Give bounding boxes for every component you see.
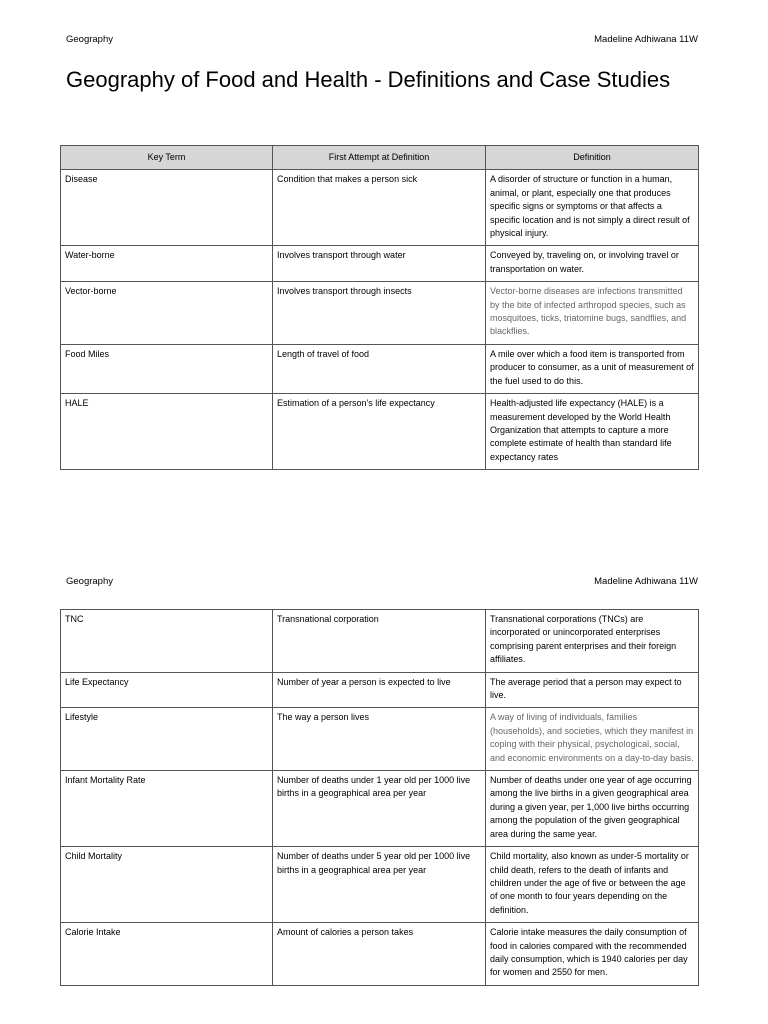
first-attempt-cell: Number of deaths under 5 year old per 1000 live births in a geographical area per year (273, 847, 486, 923)
header-author: Madeline Adhiwana 11W (594, 34, 698, 45)
table-row (61, 282, 699, 345)
definition-cell: Health-adjusted life expectancy (HALE) is a measurement developed by the World Health Organization that attempts to capture a more complete estimate of health than standard life expectancy rates (486, 394, 699, 470)
first-attempt-cell: Involves transport through insects (273, 282, 486, 345)
table-row (61, 394, 699, 470)
definition-cell: Number of deaths under one year of age occurring among the live births in a given geographical area during a given year, per 1,000 live births occurring among the population of the given geographical area during the same year. (486, 771, 699, 847)
page-header (66, 576, 698, 587)
key-term-cell: Lifestyle (61, 708, 273, 771)
table-row (61, 847, 699, 923)
first-attempt-cell: Number of deaths under 1 year old per 1000 live births in a geographical area per year (273, 771, 486, 847)
column-header-key-term: Key Term (61, 146, 273, 170)
first-attempt-cell: The way a person lives (273, 708, 486, 771)
table-row (61, 170, 699, 246)
table-row (61, 923, 699, 986)
key-term-cell: TNC (61, 610, 273, 673)
definition-cell: Vector-borne diseases are infections transmitted by the bite of infected arthropod species, such as mosquitoes, ticks, triatomine bugs, sandflies, and blackflies. (486, 282, 699, 345)
key-term-cell: Infant Mortality Rate (61, 771, 273, 847)
table-row (61, 344, 699, 393)
definition-cell: Calorie intake measures the daily consumption of food in calories compared with the recommended daily consumption, which is 1940 calories per day for women and 2550 for men. (486, 923, 699, 986)
key-term-cell: Child Mortality (61, 847, 273, 923)
header-subject: Geography (66, 34, 114, 45)
table-row (61, 610, 699, 673)
key-term-cell: Life Expectancy (61, 672, 273, 708)
first-attempt-cell: Transnational corporation (273, 610, 486, 673)
table-row (61, 771, 699, 847)
table-header-row (61, 146, 699, 170)
first-attempt-cell: Amount of calories a person takes (273, 923, 486, 986)
column-header-first-attempt: First Attempt at Definition (273, 146, 486, 170)
definition-cell: A disorder of structure or function in a human, animal, or plant, especially one that produces specific signs or symptoms or that affects a specific location and is not simply a direct result of physical injury. (486, 170, 699, 246)
table-row (61, 246, 699, 282)
first-attempt-cell: Estimation of a person's life expectancy (273, 394, 486, 470)
definitions-table-continued (60, 609, 699, 986)
column-header-definition: Definition (486, 146, 699, 170)
first-attempt-cell: Condition that makes a person sick (273, 170, 486, 246)
key-term-cell: Disease (61, 170, 273, 246)
header-author: Madeline Adhiwana 11W (594, 576, 698, 587)
definition-cell: A mile over which a food item is transported from producer to consumer, as a unit of measurement of the fuel used to do this. (486, 344, 699, 393)
first-attempt-cell: Number of year a person is expected to live (273, 672, 486, 708)
first-attempt-cell: Involves transport through water (273, 246, 486, 282)
definition-cell: Conveyed by, traveling on, or involving travel or transportation on water. (486, 246, 699, 282)
table-row (61, 672, 699, 708)
page-header (66, 34, 698, 45)
header-subject: Geography (66, 576, 114, 587)
definition-cell: The average period that a person may expect to live. (486, 672, 699, 708)
key-term-cell: Calorie Intake (61, 923, 273, 986)
definition-cell: A way of living of individuals, families (households), and societies, which they manifest in coping with their physical, psychological, social, and economic environments on a day-to-day basis. (486, 708, 699, 771)
definition-cell: Transnational corporations (TNCs) are incorporated or unincorporated enterprises comprising parent enterprises and their foreign affiliates. (486, 610, 699, 673)
definitions-table (60, 145, 699, 470)
definition-cell: Child mortality, also known as under-5 mortality or child death, refers to the death of infants and children under the age of five or between the age of one month to four years depending on the definition. (486, 847, 699, 923)
table-row (61, 708, 699, 771)
document-title: Geography of Food and Health - Definitions and Case Studies (66, 67, 671, 92)
key-term-cell: Vector-borne (61, 282, 273, 345)
key-term-cell: HALE (61, 394, 273, 470)
key-term-cell: Food Miles (61, 344, 273, 393)
first-attempt-cell: Length of travel of food (273, 344, 486, 393)
key-term-cell: Water-borne (61, 246, 273, 282)
